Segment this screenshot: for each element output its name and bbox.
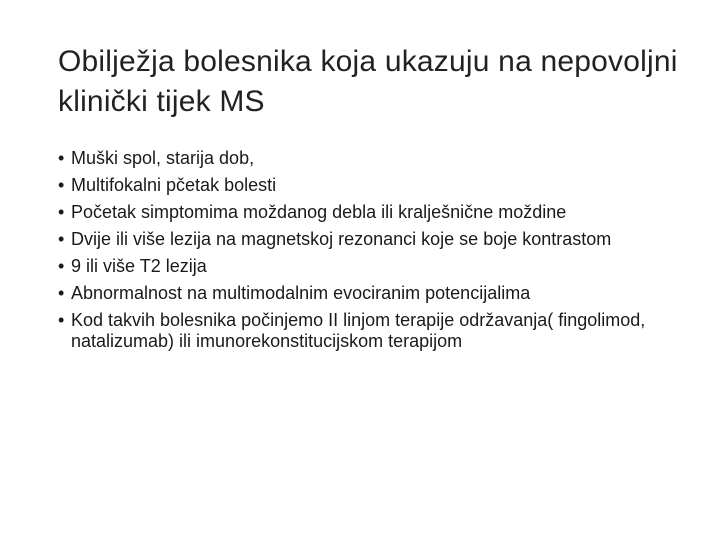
bullet-marker: • bbox=[58, 175, 65, 195]
bullet-item bbox=[58, 175, 698, 196]
bullet-text: Dvije ili više lezija na magnetskoj rezonanci koje se boje kontrastom bbox=[71, 229, 612, 249]
bullet-item bbox=[58, 148, 698, 169]
bullet-item bbox=[58, 310, 698, 352]
bullet-text: Početak simptomima moždanog debla ili kralješnične moždine bbox=[71, 202, 567, 222]
bullet-text: Kod takvih bolesnika počinjemo II linjom terapije održavanja( fingolimod, natalizumab) ili imunorekonstitucijskom terapijom bbox=[71, 310, 646, 351]
bullet-marker: • bbox=[58, 283, 65, 303]
bullet-marker: • bbox=[58, 229, 65, 249]
bullet-item bbox=[58, 202, 698, 223]
slide-title: Obilježja bolesnika koja ukazuju na nepovoljni klinički tijek MS bbox=[58, 45, 678, 118]
bullet-text: 9 ili više T2 lezija bbox=[71, 256, 207, 276]
bullet-marker: • bbox=[58, 202, 65, 222]
bullet-list bbox=[58, 148, 698, 358]
bullet-text: Multifokalni pčetak bolesti bbox=[71, 175, 277, 195]
bullet-marker: • bbox=[58, 148, 65, 168]
bullet-marker: • bbox=[58, 256, 65, 276]
bullet-marker: • bbox=[58, 310, 65, 330]
bullet-text: Abnormalnost na multimodalnim evociranim potencijalima bbox=[71, 283, 531, 303]
bullet-item bbox=[58, 256, 698, 277]
bullet-item bbox=[58, 283, 698, 304]
bullet-item bbox=[58, 229, 698, 250]
bullet-text: Muški spol, starija dob, bbox=[71, 148, 255, 168]
